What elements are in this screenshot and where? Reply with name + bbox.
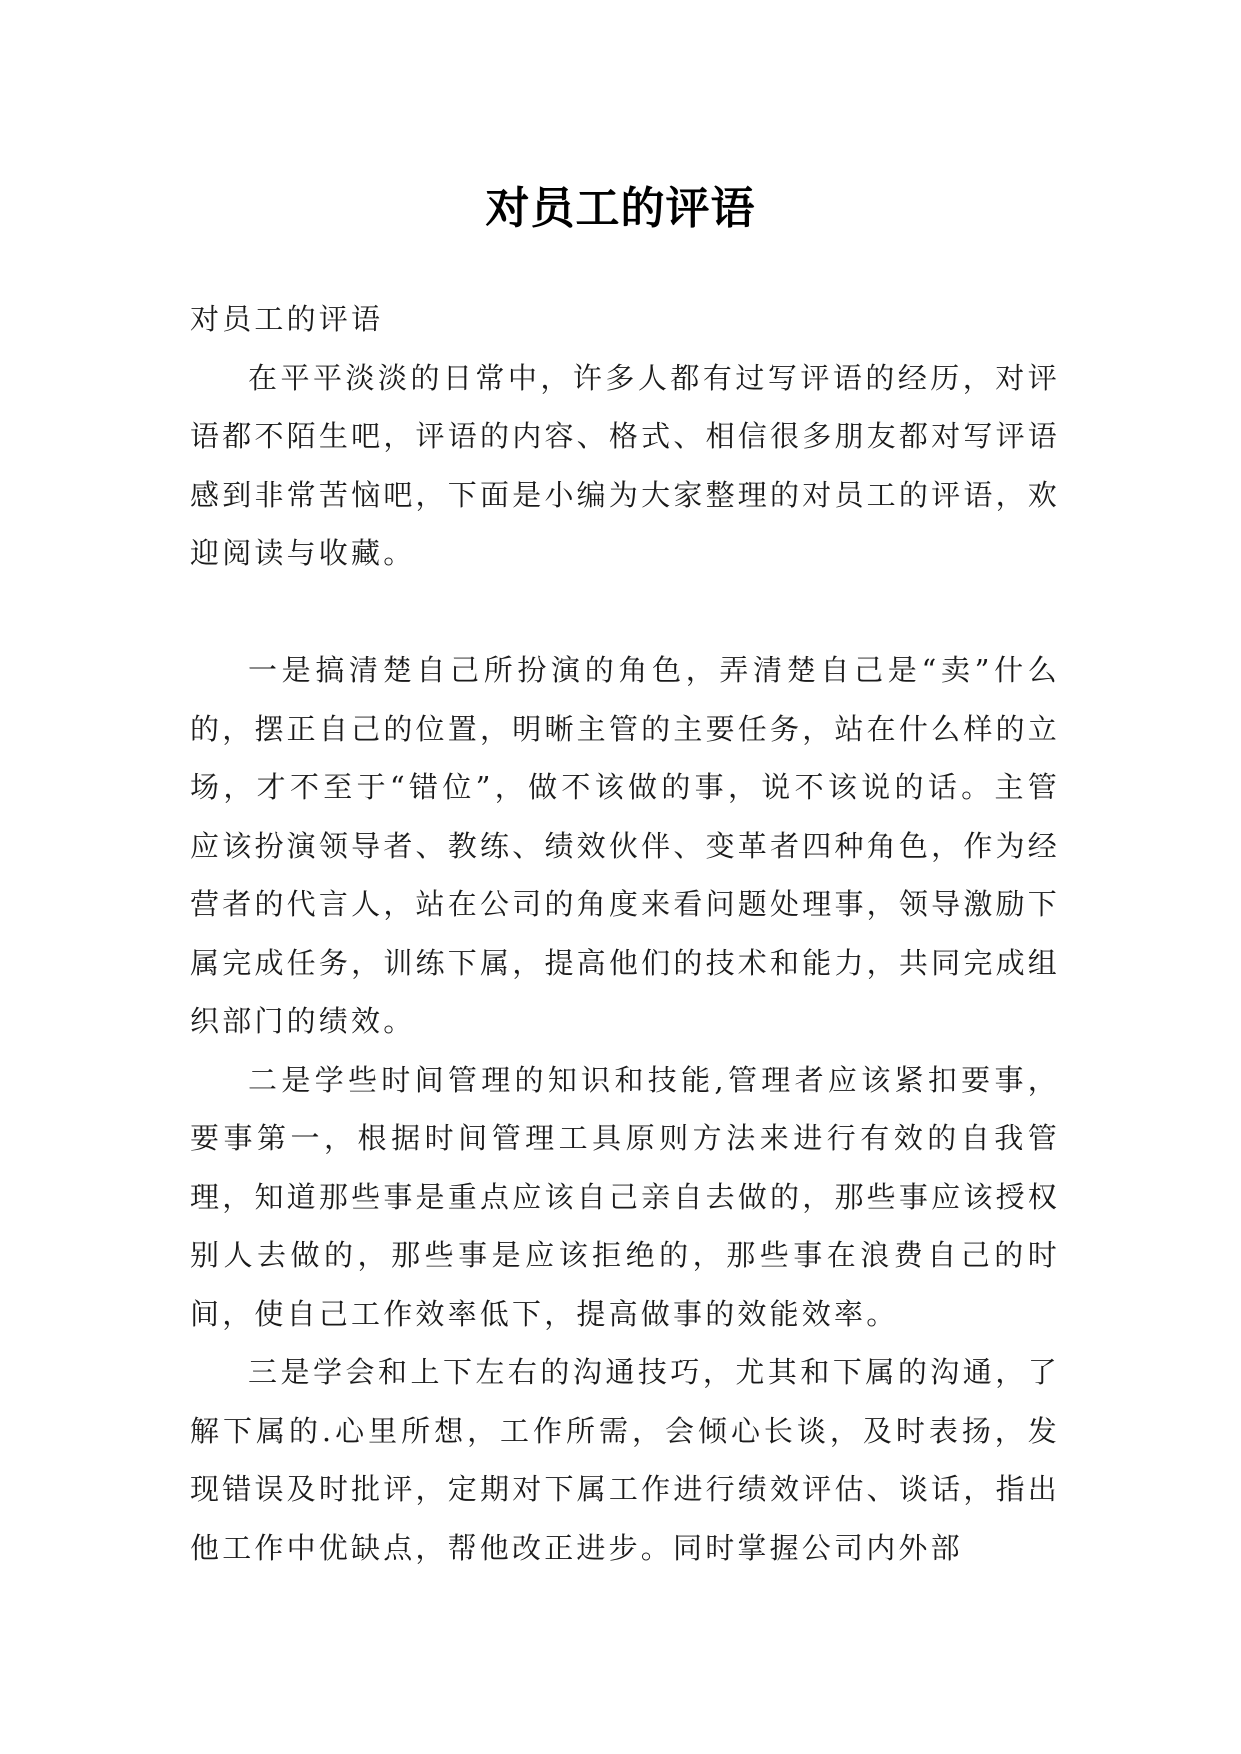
paragraph-time-management: 二是学些时间管理的知识和技能,管理者应该紧扣要事，要事第一，根据时间管理工具原则方法来进行有效的自我管理，知道那些事是重点应该自己亲自去做的，那些事应该授权别人去做的，那些事是应该拒绝的，那些事在浪费自己的时间，使自己工作效率低下，提高做事的效能效率。	[190, 1062, 1060, 1331]
document-subtitle: 对员工的评语	[190, 302, 384, 336]
paragraph-role: 一是搞清楚自己所扮演的角色，弄清楚自己是“卖”什么的，摆正自己的位置，明晰主管的主要任务，站在什么样的立场，才不至于“错位”，做不该做的事，说不该说的话。主管应该扮演领导者、教练、绩效伙伴、变革者四种角色，作为经营者的代言人，站在公司的角度来看问题处理事，领导激励下属完成任务，训练下属，提高他们的技术和能力，共同完成组织部门的绩效。	[190, 653, 1060, 1038]
paragraph-communication: 三是学会和上下左右的沟通技巧，尤其和下属的沟通，了解下属的.心里所想，工作所需，会倾心长谈，及时表扬，发现错误及时批评，定期对下属工作进行绩效评估、谈话，指出他工作中优缺点，帮他改正进步。同时掌握公司内外部	[190, 1355, 1060, 1565]
intro-paragraph: 在平平淡淡的日常中，许多人都有过写评语的经历，对评语都不陌生吧，评语的内容、格式、相信很多朋友都对写评语感到非常苦恼吧，下面是小编为大家整理的对员工的评语，欢迎阅读与收藏。	[190, 360, 1060, 570]
paragraph-gap	[190, 583, 1060, 642]
document-body	[190, 290, 1060, 1577]
document-title: 对员工的评语	[485, 183, 756, 235]
